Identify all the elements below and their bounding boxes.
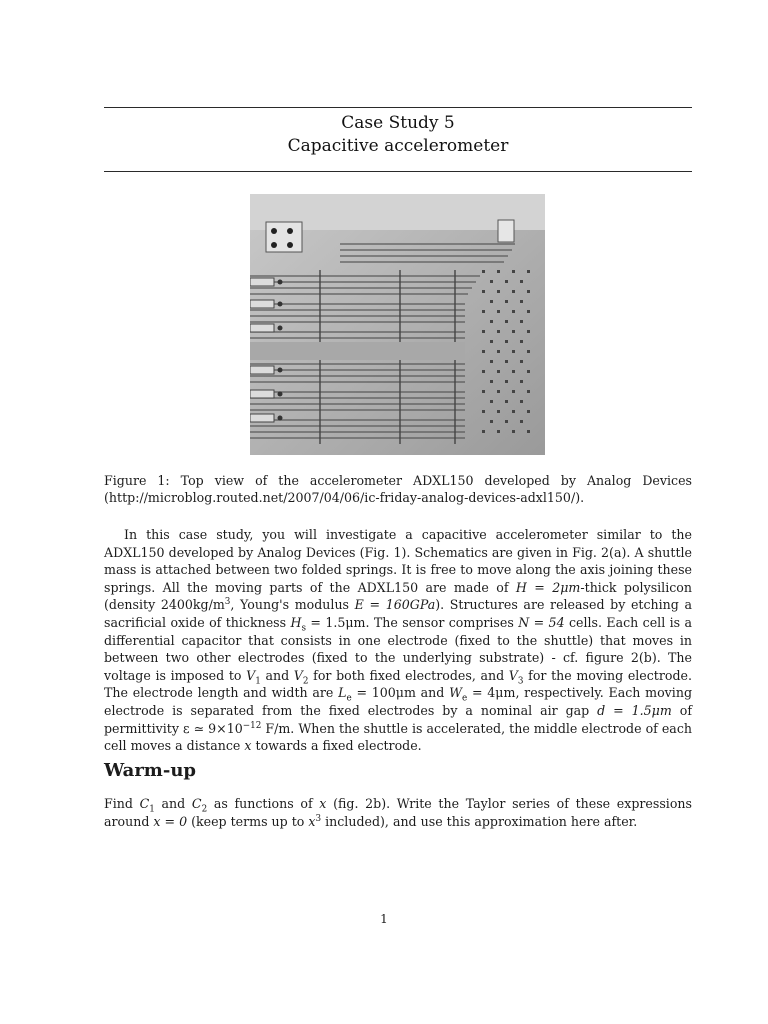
- title-block: [104, 112, 692, 158]
- youngs-modulus-value: E = 160GPa: [354, 597, 436, 613]
- bottom-rule: [104, 171, 692, 172]
- micrograph-drawing: [250, 194, 545, 455]
- body-text-12: F/m. When the shuttle is accelerated, the middle electrode of each cell moves a distance: [104, 720, 692, 754]
- body-text-4: ). Structures are released by etching a sacrificial oxide of thickness: [104, 597, 693, 630]
- accelerometer-micrograph: [250, 194, 545, 455]
- permittivity-value: ε ≃ 9×10: [183, 720, 243, 736]
- permittivity-exponent: −12: [242, 720, 262, 731]
- figure-caption: Figure 1: Top view of the accelerometer ADXL150 developed by Analog Devices (http://microblog.routed.net/2007/04/06/ic-friday-analog-devices-adxl150/).: [104, 473, 692, 506]
- body-text-13: towards a fixed electrode.: [251, 738, 422, 754]
- section-heading-warmup: Warm-up: [104, 760, 196, 781]
- thickness-value: H = 2μm: [515, 579, 581, 595]
- warmup-text-6: (keep terms up to: [187, 813, 309, 829]
- intro-paragraph: In this case study, you will investigate a capacitive accelerometer similar to the ADXL150 developed by Analog Devices (Fig. 1). Schematics are given in Fig. 2(a). A shuttle mass is attached between two folded springs. It is free to move along the axis joining these springs. All the moving parts of the ADXL150 are made of H = 2μm-thick polysilicon (density $2400kg/m^3$, Young's modulus E = 160GPa). Structures are released by etching a sacrificial oxide of thickness $H_s = 1.5\mu m$. The sensor comprises N = 54 cells. Each cell is a differential capacitor that consists in one electrode (fixed to the shuttle) that moves in between two other electrodes (fixed to the underlying substrate) - cf. figure 2(b). The voltage is imposed to $V_1$ and $V_2$ for both fixed electrodes, and $V_3$ for the moving electrode. The electrode length and width are $L_e = 100\mu m$ and $W_e = 4\mu m$, respectively. Each moving electrode is separated from the fixed electrodes by a nominal air gap d = 1.5μm of permittivity ε ≃ $9\times 10^{-12}$ F/m. When the shuttle is accelerated, the middle electrode of each cell moves a distance x towards a fixed electrode.: [104, 527, 693, 754]
- warmup-text-7: included), and use this approximation here after.: [321, 813, 638, 829]
- body-text-1: In this case study, you will investigate a capacitive accelerometer similar to the ADXL150 developed by Analog Devices (Fig. 1). Schematics are given in Fig. 2(a). A shuttle mass is attached between two folded springs. It is free to move along the axis joining these springs. All the moving parts of the ADXL150 are made of: [104, 527, 692, 595]
- air-gap-value: d = 1.5μm: [597, 702, 672, 718]
- top-rule: [104, 107, 692, 108]
- body-text-11: of permittivity: [104, 702, 692, 736]
- page-number: 1: [380, 912, 388, 926]
- cell-count-value: N = 54: [518, 614, 565, 630]
- body-text-2: -thick polysilicon (density 2400kg/m: [104, 579, 692, 613]
- oxide-thickness-value: = 1.5μm: [306, 614, 366, 630]
- body-text-6: cells. Each cell is a differential capacitor that consists in one electrode (fixed to the shuttle) that moves in between two other electrodes (fixed to the underlying substrate) - cf. figure 2(b). The voltage is imposed to: [104, 614, 692, 683]
- expansion-point: x = 0: [153, 813, 188, 829]
- electrode-width-value: = 4μm: [467, 685, 516, 701]
- body-text-8: for the moving electrode. The electrode length and width are: [104, 667, 692, 701]
- body-text-3: , Young's modulus: [230, 597, 355, 613]
- case-study-number: Case Study 5: [341, 113, 455, 133]
- warmup-text-4: (fig. 2b). Write the Taylor series of these expressions around: [104, 796, 692, 829]
- warmup-paragraph: Find $C_1$ and $C_2$ as functions of x (fig. 2b). Write the Taylor series of these expressions around x = 0 (keep terms up to $x^3$ included), and use this approximation here after.: [104, 796, 692, 829]
- body-text-10: , respectively. Each moving electrode is separated from the fixed electrodes by a nominal air gap: [104, 685, 693, 718]
- body-text-9: and: [415, 685, 450, 701]
- warmup-text-2: and: [154, 796, 192, 811]
- warmup-text-3: as functions of: [207, 796, 320, 811]
- body-text-7: for both fixed electrodes, and: [308, 667, 509, 683]
- warmup-text-1: Find: [104, 796, 140, 811]
- body-text-5: . The sensor comprises: [365, 614, 519, 630]
- case-study-title: Capacitive accelerometer: [287, 136, 509, 156]
- electrode-length-value: = 100μm: [351, 685, 416, 701]
